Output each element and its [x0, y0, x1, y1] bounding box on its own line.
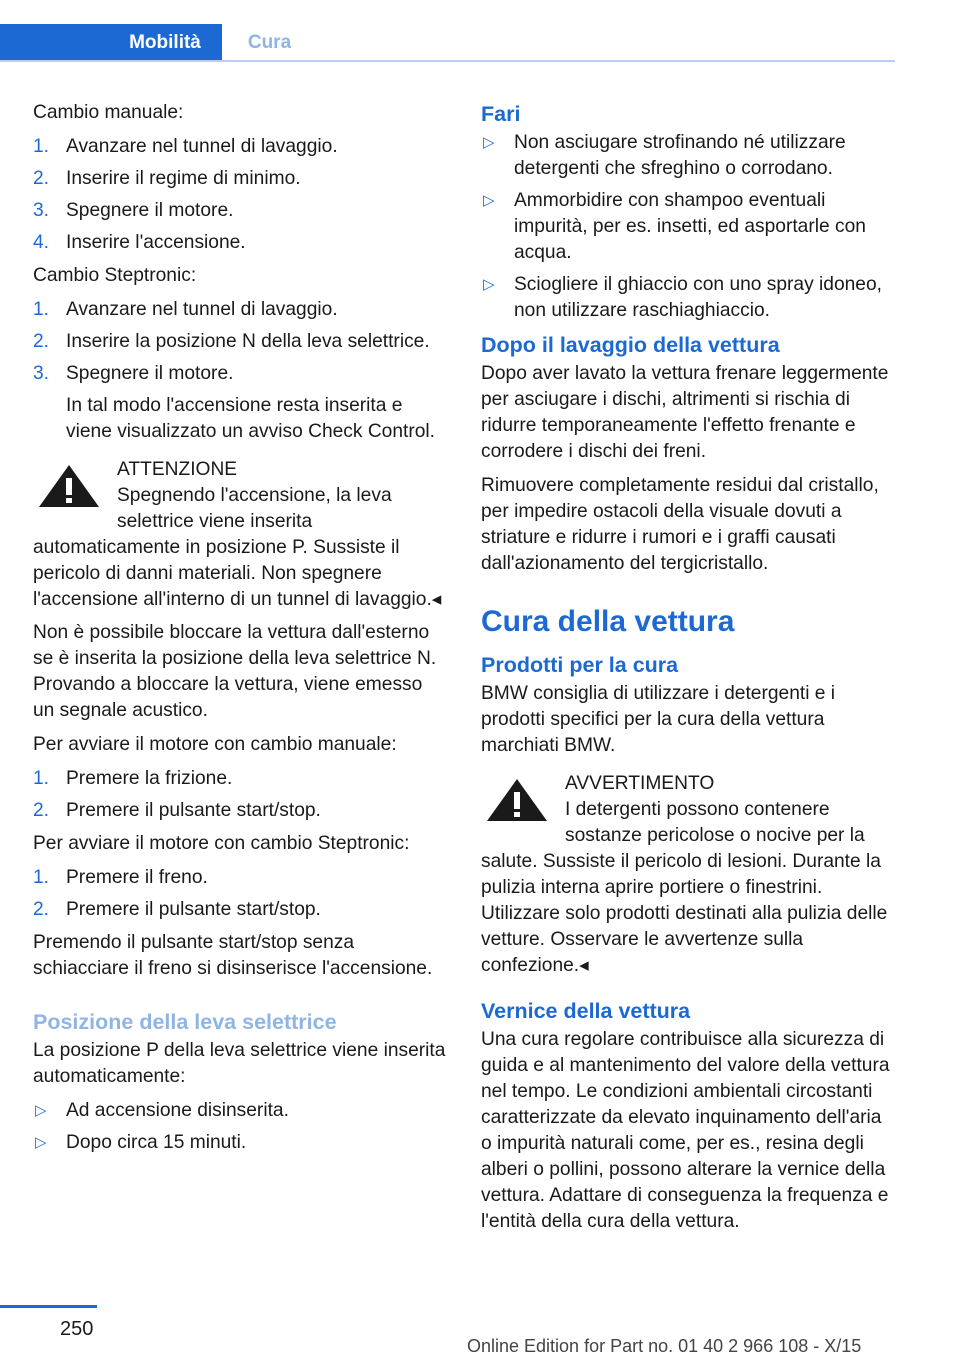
paragraph: Non è possibile bloccare la vettura dall'esterno se è inserita la posizione della leva selettrice N. Provando a bloccare la vettura, viene emesso un segnale acustico. [33, 622, 437, 721]
list-item-text: Premere il pulsante start/stop. [66, 899, 321, 920]
header-tabs [0, 24, 895, 62]
list-item-text: Sciogliere il ghiaccio con uno spray idoneo, non utilizzare raschiaghiaccio. [514, 274, 882, 321]
list-item [33, 329, 446, 355]
paragraph: Cambio manuale: [33, 102, 184, 123]
warning-box [481, 767, 896, 979]
numbered-list [33, 766, 446, 824]
list-number: 2. [33, 331, 50, 352]
triangle-bullet-icon: ▷ [483, 276, 495, 293]
warning-box [33, 453, 446, 613]
list-item [481, 188, 896, 266]
list-item-text: Avanzare nel tunnel di lavaggio. [66, 136, 338, 157]
section-heading: Prodotti per la cura [481, 653, 679, 677]
list-number: 2. [33, 899, 50, 920]
page-number: 250 [60, 1318, 94, 1340]
list-item [33, 361, 446, 613]
list-number: 4. [33, 232, 50, 253]
paragraph: Premendo il pulsante start/stop senza schiacciare il freno si disinserisce l'accensione. [33, 932, 433, 979]
paragraph: BMW consiglia di utilizzare i detergenti e i prodotti specifici per la cura della vettura marchiati BMW. [481, 683, 836, 756]
paragraph: Rimuovere completamente residui dal cristallo, per impedire ostacoli della visuale dovuti a striature e ridurre i rumori e i graffi causati dall'azionamento del tergicristallo. [481, 475, 879, 574]
list-number: 2. [33, 168, 50, 189]
list-item [33, 297, 446, 323]
warning-text: Spegnendo l'accensione, la leva selettrice viene inserita automaticamente in posizione P. Sussiste il pericolo di danni materiali. Non spegnere l'accensione all'interno di un tunnel di lavaggio.◂ [33, 485, 442, 610]
list-item [33, 865, 446, 891]
list-number: 1. [33, 867, 50, 888]
section-heading: Fari [481, 102, 521, 126]
list-item-text: Inserire il regime di minimo. [66, 168, 301, 189]
page-number-rule [0, 1305, 97, 1308]
list-item-text: Non asciugare strofinando né utilizzare detergenti che sfreghino o corrodano. [514, 132, 846, 179]
left-column [33, 100, 446, 1163]
bullet-list [481, 130, 896, 324]
bullet-list [33, 1098, 446, 1156]
list-number: 3. [33, 363, 50, 384]
section-heading: Dopo il lavaggio della vettura [481, 333, 780, 357]
list-item-text: Dopo circa 15 minuti. [66, 1132, 247, 1153]
paragraph: Per avviare il motore con cambio Steptronic: [33, 833, 410, 854]
numbered-list [33, 134, 446, 256]
paragraph: La posizione P della leva selettrice viene inserita automaticamente: [33, 1040, 446, 1087]
list-item [33, 134, 446, 160]
list-item-note: In tal modo l'accensione resta inserita e viene visualizzato un avviso Check Control. [66, 395, 436, 442]
warning-title: ATTENZIONE [117, 459, 238, 480]
list-item-text: Avanzare nel tunnel di lavaggio. [66, 299, 338, 320]
list-item-text: Premere la frizione. [66, 768, 233, 789]
list-item [33, 166, 446, 192]
list-item-text: Spegnere il motore. [66, 200, 234, 221]
numbered-list [33, 297, 446, 613]
list-item [33, 1130, 446, 1156]
list-number: 3. [33, 200, 50, 221]
paragraph: Una cura regolare contribuisce alla sicurezza di guida e al mantenimento del valore della vettura nel tempo. Le condizioni ambientali circostanti caratterizzate da elevato inquinamento dell'aria o impurità naturali come, per es., resina degli alberi o pollini, possono alterare la vernice della vettura. Adattare di conseguenza la frequenza e l'entità della cura della vettura. [481, 1029, 890, 1232]
right-column [481, 100, 896, 1243]
triangle-bullet-icon: ▷ [483, 134, 495, 151]
list-item [481, 130, 896, 182]
header-divider [0, 60, 895, 62]
triangle-bullet-icon: ▷ [35, 1134, 47, 1151]
list-number: 2. [33, 800, 50, 821]
triangle-bullet-icon: ▷ [35, 1102, 47, 1119]
tab-mobilita-label: Mobilità [129, 32, 201, 53]
warning-icon [33, 461, 105, 511]
list-item-text: Premere il freno. [66, 867, 208, 888]
list-item-text: Ammorbidire con shampoo eventuali impurità, per es. insetti, ed asportarle con acqua. [514, 190, 866, 263]
list-item-text: Inserire l'accensione. [66, 232, 246, 253]
list-item [33, 798, 446, 824]
list-item-text: Spegnere il motore. [66, 363, 234, 384]
paragraph: Dopo aver lavato la vettura frenare leggermente per asciugare i dischi, altrimenti si rischia di ridurre temporaneamente l'effetto frenante e corrodere i dischi dei freni. [481, 363, 889, 462]
list-item [33, 198, 446, 224]
list-number: 1. [33, 299, 50, 320]
numbered-list [33, 865, 446, 923]
list-item [33, 766, 446, 792]
warning-text: I detergenti possono contenere sostanze pericolose o nocive per la salute. Sussiste il pericolo di lesioni. Durante la pulizia interna aprire portiere o finestrini. Utilizzare solo prodotti destinati alla pulizia delle vetture. Osservare le avvertenze sulla confezione.◂ [481, 799, 888, 976]
list-item-text: Ad accensione disinserita. [66, 1100, 289, 1121]
section-heading: Posizione della leva selettrice [33, 1010, 337, 1034]
list-item-text: Premere il pulsante start/stop. [66, 800, 321, 821]
list-item [481, 272, 896, 324]
tab-mobilita[interactable] [0, 24, 222, 60]
triangle-bullet-icon: ▷ [483, 192, 495, 209]
paragraph: Cambio Steptronic: [33, 265, 197, 286]
section-heading: Vernice della vettura [481, 999, 691, 1023]
list-number: 1. [33, 136, 50, 157]
warning-title: AVVERTIMENTO [565, 773, 715, 794]
list-item-text: Inserire la posizione N della leva selettrice. [66, 331, 430, 352]
tab-cura[interactable]: Cura [247, 32, 292, 53]
paragraph: Per avviare il motore con cambio manuale: [33, 734, 397, 755]
list-item [33, 897, 446, 923]
list-item [33, 230, 446, 256]
list-item [33, 1098, 446, 1124]
list-number: 1. [33, 768, 50, 789]
edition-footer: Online Edition for Part no. 01 40 2 966 108 - X/15 [467, 1336, 862, 1356]
chapter-heading: Cura della vettura [481, 605, 735, 638]
warning-icon [481, 775, 553, 825]
